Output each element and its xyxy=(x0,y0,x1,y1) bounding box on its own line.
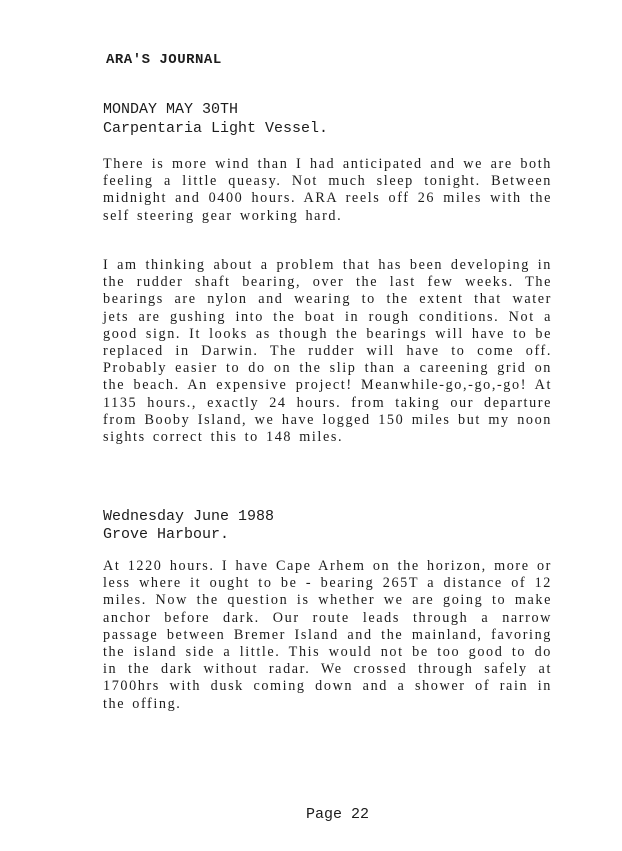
entry-location: Grove Harbour. xyxy=(103,526,230,543)
page-number: Page 22 xyxy=(306,806,370,823)
entry-date: Wednesday June 1988 xyxy=(103,508,275,525)
journal-paragraph: There is more wind than I had anticipated and we are both feeling a little queasy. Not much sleep tonight. Between midnight and 0400 hours. ARA reels off 26 miles with the self steering gear working hard. xyxy=(103,156,552,224)
journal-title: ARA'S JOURNAL xyxy=(106,52,222,68)
journal-paragraph: At 1220 hours. I have Cape Arhem on the horizon, more or less where it ought to be - bearing 265T a distance of 12 miles. Now the question is whether we are going to make anchor before dark. Our route leads through a narrow passage between Bremer Island and the mainland, favoring the island side a little. This would not be too good to do in the dark without radar. We crossed through safely at 1700hrs with dusk coming down and a shower of rain in the offing. xyxy=(103,558,552,712)
entry-location: Carpentaria Light Vessel. xyxy=(103,120,329,137)
journal-paragraph: I am thinking about a problem that has been developing in the rudder shaft bearing, over the last few weeks. The bearings are nylon and wearing to the extent that water jets are gushing into the boat in rough conditions. Not a good sign. It looks as though the bearings will have to be replaced in Darwin. The rudder will have to come off. Probably easier to do on the slip than a careening grid on the beach. An expensive project! Meanwhile-go,-go,-go! At 1135 hours., exactly 24 hours. from taking our departure from Booby Island, we have logged 150 miles but my noon sights correct this to 148 miles. xyxy=(103,257,552,446)
entry-date: MONDAY MAY 30TH xyxy=(103,101,239,118)
